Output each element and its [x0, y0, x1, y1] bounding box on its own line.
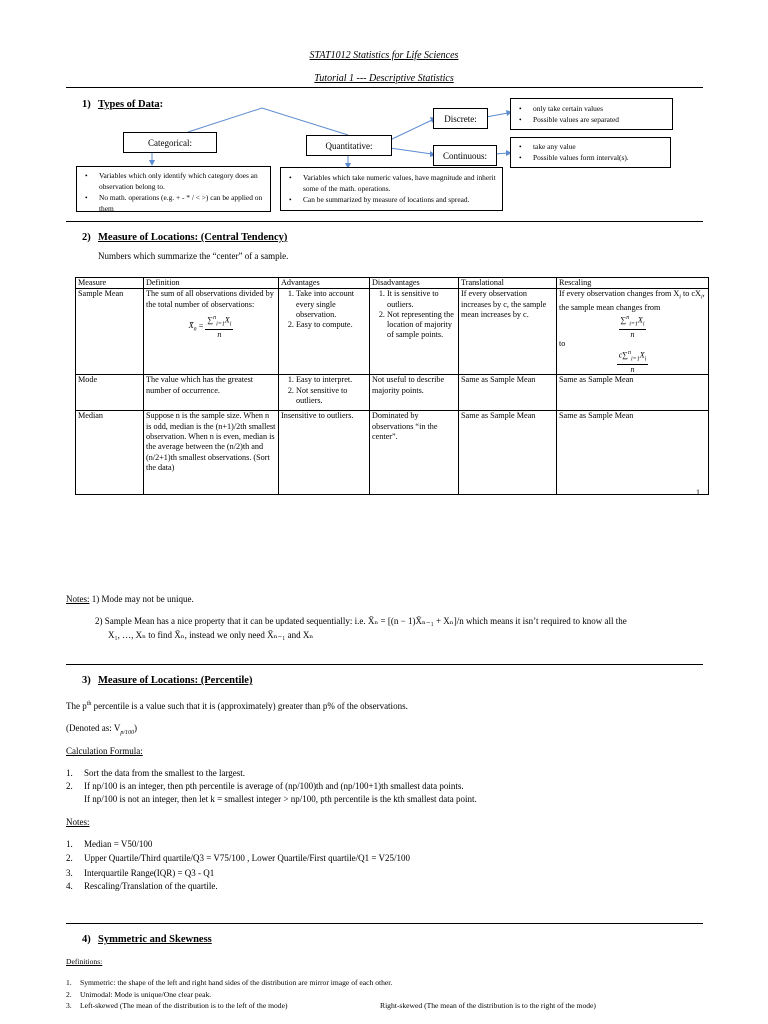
list-item: • Variables which take numeric values, have magnitude and inherit some of the math. operations. — [303, 172, 502, 194]
table-cell: Dominated by observations “in the center”. — [370, 411, 459, 495]
rescale-to: to — [559, 338, 566, 348]
table-cell — [144, 289, 279, 375]
categorical-box: Categorical: — [123, 132, 217, 153]
list-item: 3. Left-skewed (The mean of the distribution is to the left of the mode) — [66, 1001, 288, 1010]
list-item: 1. Symmetric: the shape of the left and right hand sides of the distribution are mirror image of each other. — [66, 978, 393, 987]
connector-line — [390, 148, 432, 154]
table-cell: Same as Sample Mean — [459, 411, 557, 495]
central-tendency-table — [75, 277, 709, 495]
column-header: Rescaling — [557, 278, 709, 289]
table-cell: Mode — [76, 375, 144, 411]
list-item: • No math. operations (e.g. + - * / < >) can be applied on them — [99, 192, 270, 214]
section-3-heading: 3) Measure of Locations: (Percentile) — [82, 675, 253, 686]
list-item: 2. Upper Quartile/Third quartile/Q3 = V75/100 , Lower Quartile/First quartile/Q1 = V25/100 — [66, 853, 411, 863]
table-cell — [279, 375, 370, 411]
section-4-heading: 4) Symmetric and Skewness — [82, 934, 212, 945]
discrete-description — [510, 98, 673, 130]
column-header: Disadvantages — [370, 278, 459, 289]
section-2-intro: Numbers which summarize the “center” of a sample. — [98, 251, 289, 261]
percentile-notation: (Denoted as: $V_{p/100}$) — [66, 723, 137, 736]
list-item: 3. Interquartile Range(IQR) = Q3 - Q1 — [66, 868, 215, 878]
list-item: • Possible values are separated — [533, 114, 672, 125]
table-cell — [557, 289, 709, 375]
table-cell: Same as Sample Mean — [557, 375, 709, 411]
rescale-formula-1: $\frac{\sum^n_{i=1}X_i}{n}$ — [620, 314, 645, 339]
mean-rescaling: If every observation changes from $X_i$ to $cX_i$, the sample mean changes from — [559, 289, 705, 313]
table-cell — [370, 289, 459, 375]
mean-definition: The sum of all observations divided by the total number of observations: — [146, 289, 274, 309]
table-cell: Insensitive to outliers. — [279, 411, 370, 495]
table-cell: If every observation increases by c, the sample mean increases by c. — [459, 289, 557, 375]
table-cell: Not useful to describe majority points. — [370, 375, 459, 411]
mean-formula: $X̄_n$ = $\frac{\sum^n_{i=1}X_i}{n}$ — [188, 314, 232, 340]
connector-line — [390, 120, 432, 140]
connector-line — [486, 113, 508, 117]
notes-2b: X₁, …, Xₙ to find X̄ₙ, instead we only need X̄ₙ₋₁ and Xₙ — [108, 630, 314, 640]
table-cell: Median — [76, 411, 144, 495]
tutorial-title: Tutorial 1 --- Descriptive Statistics — [314, 73, 454, 84]
list-item: 2. Not representing the location of majority of sample points. — [387, 310, 456, 341]
list-item: 1. Easy to interpret. — [296, 375, 367, 385]
list-item: 2. Unimodal: Mode is unique/One clear peak. — [66, 989, 212, 999]
column-header: Translational — [459, 278, 557, 289]
section-2-heading: 2) Measure of Locations: (Central Tendency) — [82, 232, 288, 243]
quantitative-description — [280, 167, 503, 211]
table-cell: Same as Sample Mean — [459, 375, 557, 411]
list-item: 2. Not sensitive to outliers. — [296, 386, 367, 407]
table-cell — [279, 289, 370, 375]
divider — [66, 664, 703, 665]
list-item: 1. Median = V50/100 — [66, 839, 153, 849]
table-header-row — [76, 278, 709, 289]
definitions-title: Definitions: — [66, 957, 103, 966]
list-item: • Can be summarized by measure of locations and spread. — [303, 194, 502, 205]
quantitative-box: Quantitative: — [306, 135, 392, 156]
percentile-notes — [66, 838, 706, 893]
list-item: • only take certain values — [533, 103, 672, 114]
section-1-heading: 1) Types of Data: — [82, 99, 164, 110]
categorical-description — [76, 166, 271, 212]
list-item: 1. Take into account every single observation. — [296, 289, 367, 320]
continuous-box: Continuous: — [433, 145, 497, 166]
list-item: 1. Sort the data from the smallest to the largest. — [66, 768, 246, 778]
list-item: 2. Easy to compute. — [296, 320, 367, 330]
column-header: Definition — [144, 278, 279, 289]
column-header: Measure — [76, 278, 144, 289]
continuous-description — [510, 137, 671, 168]
table-cell: Sample Mean — [76, 289, 144, 375]
divider — [66, 923, 703, 924]
list-item: If np/100 is not an integer, then let k = smallest integer > np/100, pth percentile is the kth smallest data point. — [84, 794, 477, 804]
calc-steps — [66, 767, 706, 806]
notes-title: Notes: — [66, 817, 90, 827]
table-row — [76, 411, 709, 495]
list-item: • Variables which only identify which category does an observation belong to. — [99, 170, 270, 192]
page-number: 1 — [696, 488, 700, 497]
list-item: • take any value — [533, 141, 670, 152]
table-row — [76, 289, 709, 375]
notes-2a: 2) Sample Mean has a nice property that it can be updated sequentially: i.e. X̄ₙ = [(n − 1)X̄ₙ₋₁ + Xₙ]/n which means it isn’t required to know all the — [95, 616, 627, 626]
list-item: • Possible values form interval(s). — [533, 152, 670, 163]
table-cell: The value which has the greatest number of occurrence. — [144, 375, 279, 411]
calc-formula-title: Calculation Formula: — [66, 746, 143, 756]
table-row — [76, 375, 709, 411]
rescale-formula-2: $\frac{c\sum^n_{i=1}X_i}{n}$ — [618, 350, 647, 375]
connector-line — [188, 108, 348, 135]
table-cell: Suppose n is the sample size. When n is odd, median is the (n+1)/2th smallest observation. When n is even, median is the average between the (n/2)th and (n/2+1)th smallest observations. (Sort the data) — [144, 411, 279, 495]
notes-1: Notes: 1) Mode may not be unique. — [66, 594, 194, 604]
percentile-definition: The $p^{th}$ percentile is a value such that it is (approximately) greater than p% of the observations. — [66, 701, 408, 711]
course-title: STAT1012 Statistics for Life Sciences — [309, 50, 459, 61]
list-item: 1. It is sensitive to outliers. — [387, 289, 456, 310]
discrete-box: Discrete: — [433, 108, 488, 129]
table-cell: Same as Sample Mean — [557, 411, 709, 495]
list-item: 4. Rescaling/Translation of the quartile. — [66, 881, 218, 891]
divider — [66, 221, 703, 222]
column-header: Advantages — [279, 278, 370, 289]
right-skewed-definition: Right-skewed (The mean of the distribution is to the right of the mode) — [380, 1001, 596, 1010]
list-item: 2. If np/100 is an integer, then pth percentile is average of (np/100)th and (np/100+1)th smallest data points. — [66, 781, 464, 791]
